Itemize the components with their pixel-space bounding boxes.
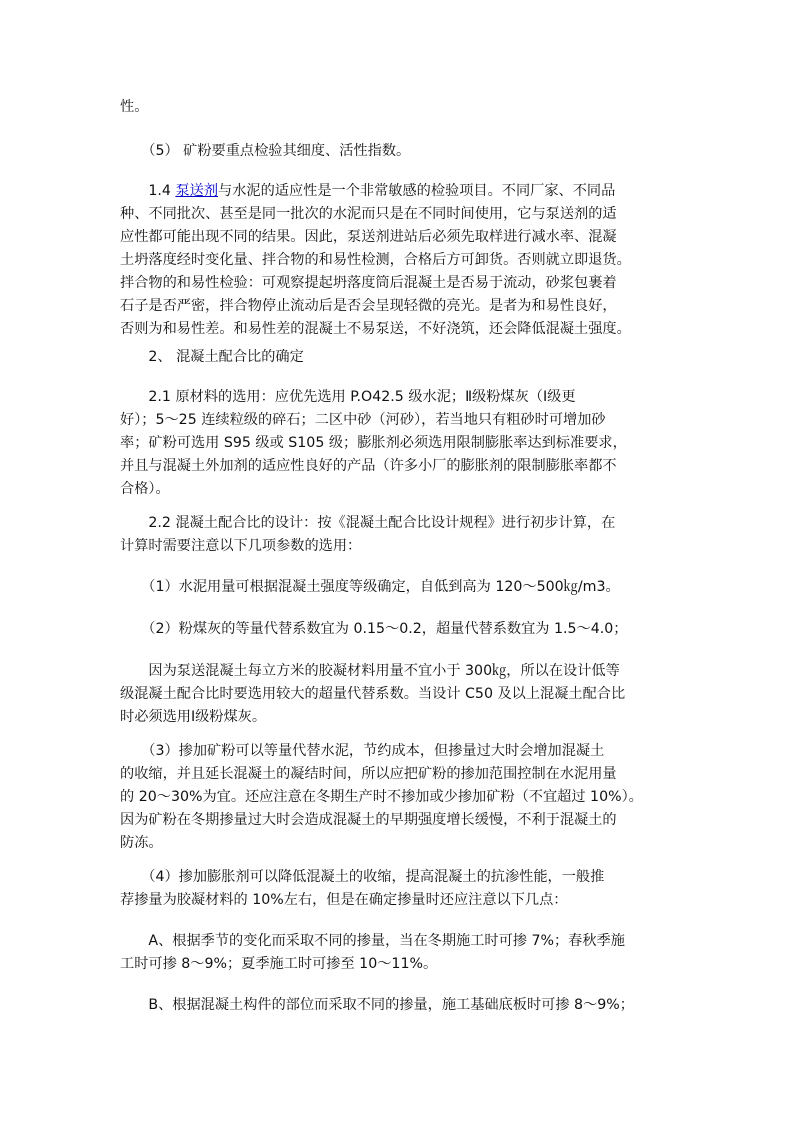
text-run: 与水泥的适应性是一个非常敏感的检验项目。不同厂家、不同品 [218,183,616,199]
text-line: 2.1 原材料的选用：应优先选用 P.O42.5 级水泥；Ⅱ级粉煤灰（Ⅰ级更 [120,389,576,405]
section-heading-2 [120,346,680,369]
text-line: 工时可掺 8～9%；夏季施工时可掺至 10～11%。 [120,956,438,972]
paragraph-component-dosage [120,994,680,1017]
text-line: 时必须选用Ⅰ级粉煤灰。 [120,709,267,725]
text-line: 2.2 混凝土配合比的设计：按《混凝土配合比设计规程》进行初步计算，在 [120,515,616,531]
text-line: （5） 矿粉要重点检验其细度、活性指数。 [120,143,411,159]
text-line: 率；矿粉可选用 S95 级或 S105 级；膨胀剂必须选用限制膨胀率达到标准要求， [120,435,627,451]
text-line: （1）水泥用量可根据混凝土强度等级确定，自低到高为 120～500㎏/m3。 [120,579,620,595]
paragraph-slag-dosage [120,740,680,855]
text-line: 的收缩，并且延长混凝土的凝结时间，所以应把矿粉的掺加范围控制在水泥用量 [120,766,617,782]
text-line: 土坍落度经时变化量、拌合物的和易性检测，合格后方可卸货。否则就立即退货。 [120,252,631,268]
text-run: 1.4 [120,183,176,199]
paragraph-slag-check [120,140,680,163]
paragraph-tail [120,96,680,119]
text-line: 合格）。 [120,481,170,497]
text-line: 级混凝土配合比时要选用较大的超量代替系数。当设计 C50 及以上混凝土配合比 [120,686,626,702]
text-line: 石子是否严密，拌合物停止流动后是否会呈现轻微的亮光。是者为和易性良好， [120,298,617,314]
paragraph-mix-design [120,512,680,558]
text-line: 种、不同批次、甚至是同一批次的水泥而只是在不同时间使用，它与泵送剂的适 [120,206,617,222]
text-line: （3）掺加矿粉可以等量代替水泥，节约成本，但掺量过大时会增加混凝土 [120,743,605,759]
text-line: 防冻。 [120,835,163,851]
text-line: （2）粉煤灰的等量代替系数宜为 0.15～0.2，超量代替系数宜为 1.5～4.0； [120,621,628,637]
text-line: 计算时需要注意以下几项参数的选用： [120,538,362,554]
text-line: 2、 混凝土配合比的确定 [120,349,304,365]
paragraph-expansion-agent [120,866,680,912]
text-line: 应性都可能出现不同的结果。因此，泵送剂进站后必须先取样进行减水率、混凝 [120,229,617,245]
text-line: 因为矿粉在冬期掺量过大时会造成混凝土的早期强度增长缓慢，不利于混凝土的 [120,812,617,828]
paragraph-raw-materials [120,386,680,501]
text-line: 因为泵送混凝土每立方米的胶凝材料用量不宜小于 300㎏，所以在设计低等 [120,663,620,679]
text-line: 并且与混凝土外加剂的适应性良好的产品（许多小厂的膨胀剂的限制膨胀率都不 [120,458,617,474]
text-line: 否则为和易性差。和易性差的混凝土不易泵送，不好浇筑，还会降低混凝土强度。 [120,321,631,337]
text-line: 好）；5～25 连续粒级的碎石；二区中砂（河砂），若当地只有粗砂时可增加砂 [120,412,606,428]
text-line: A、根据季节的变化而采取不同的掺量，当在冬期施工时可掺 7%；春秋季施 [120,933,625,949]
paragraph-binder-amount [120,660,680,729]
text-line: B、根据混凝土构件的部位而采取不同的掺量，施工基础底板时可掺 8～9%； [120,997,634,1013]
text-line: 的 20～30%为宜。还应注意在冬期生产时不掺加或少掺加矿粉（不宜超过 10%）。 [120,789,643,805]
text-line: 性。 [120,99,149,115]
pumping-agent-link[interactable]: 泵送剂 [175,183,219,199]
text-line: （4）掺加膨胀剂可以降低混凝土的收缩，提高混凝土的抗渗性能，一般推 [120,869,605,885]
text-line: 荐掺量为胶凝材料的 10%左右，但是在确定掺量时还应注意以下几点： [120,892,568,908]
paragraph-season-dosage [120,930,680,976]
text-line [120,180,680,203]
paragraph-fly-ash-factor [120,618,680,641]
text-line: 拌合物的和易性检验：可观察提起坍落度筒后混凝土是否易于流动，砂浆包裹着 [120,275,617,291]
paragraph-pumping-agent [120,180,680,341]
paragraph-cement-amount [120,576,680,599]
